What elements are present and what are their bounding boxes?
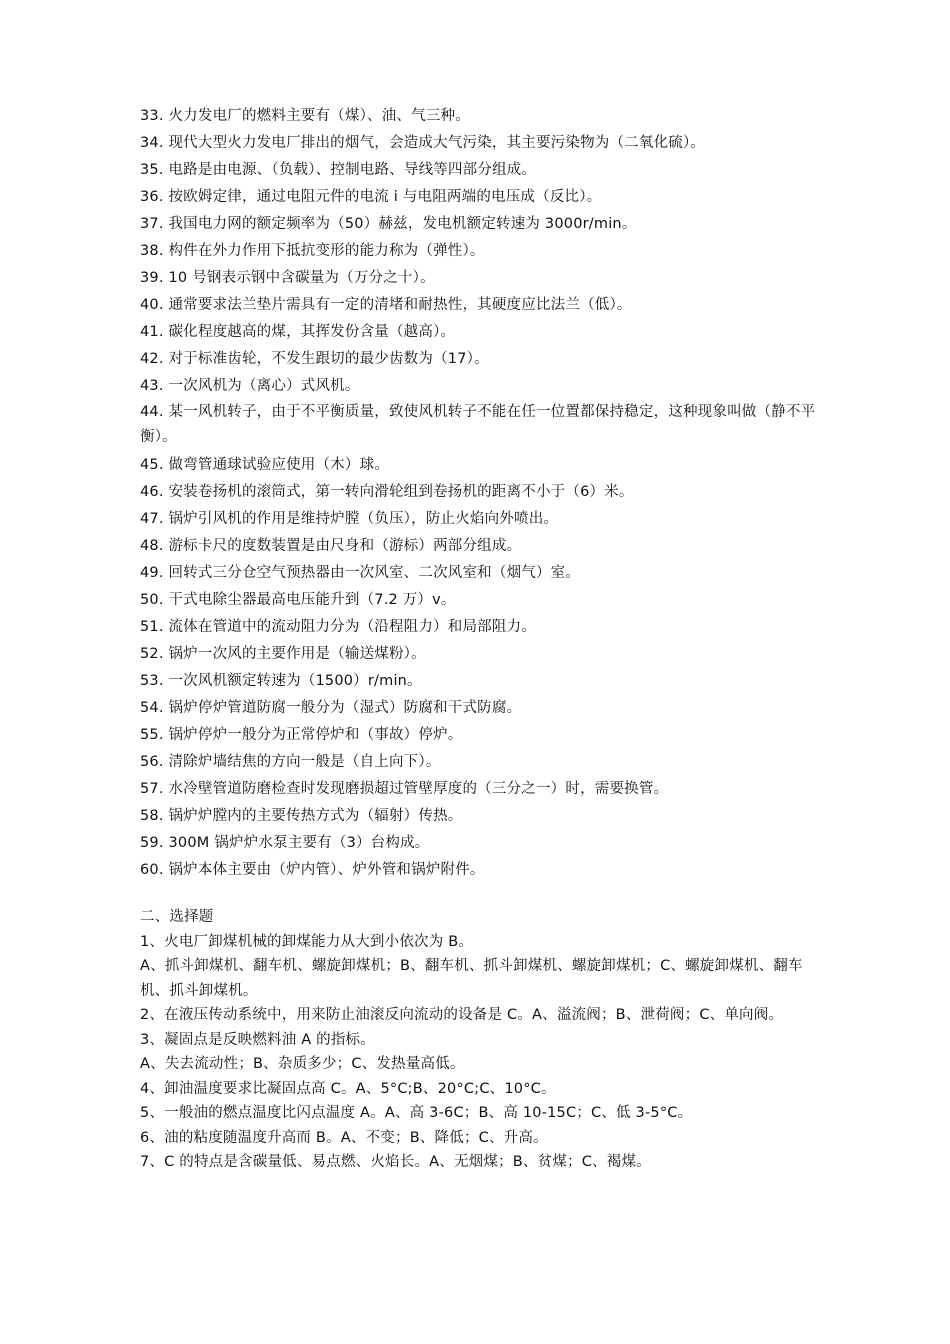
choice-line: 4、卸油温度要求比凝固点高 C。A、5°C;B、20°C;C、10°C。 [140,1080,556,1097]
fill-item: 58. 锅炉炉膛内的主要传热方式为（辐射）传热。 [140,808,463,824]
fill-item: 46. 安装卷扬机的滚筒式，第一转向滑轮组到卷扬机的距离不小于（6）米。 [140,484,634,500]
document-body [140,103,830,1175]
fill-item: 44. 某一风机转子，由于不平衡质量，致使风机转子不能在任一位置都保持稳定，这种现象叫做（静不平衡）。 [140,404,816,445]
fill-item: 60. 锅炉本体主要由（炉内管）、炉外管和锅炉附件。 [140,862,485,878]
fill-item: 57. 水冷壁管道防磨检查时发现磨损超过管壁厚度的（三分之一）时，需要换管。 [140,781,669,797]
fill-item: 50. 干式电除尘器最高电压能升到（7.2 万）v。 [140,592,456,608]
fill-item: 37. 我国电力网的额定频率为（50）赫兹，发电机额定转速为 3000r/min。 [140,216,637,232]
choice-line: 3、凝固点是反映燃料油 A 的指标。 [140,1031,375,1048]
fill-item: 48. 游标卡尺的度数装置是由尺身和（游标）两部分组成。 [140,538,522,554]
fill-item: 51. 流体在管道中的流动阻力分为（沿程阻力）和局部阻力。 [140,619,536,635]
choice-line: 6、油的粘度随温度升高而 B。A、不变；B、降低；C、升高。 [140,1129,548,1146]
fill-item: 38. 构件在外力作用下抵抗变形的能力称为（弹性）。 [140,243,485,259]
fill-item: 59. 300M 锅炉炉水泵主要有（3）台构成。 [140,835,430,851]
fill-item: 42. 对于标准齿轮，不发生跟切的最少齿数为（17）。 [140,351,489,367]
fill-item: 49. 回转式三分仓空气预热器由一次风室、二次风室和（烟气）室。 [140,565,581,581]
fill-item: 34. 现代大型火力发电厂排出的烟气，会造成大气污染，其主要污染物为（二氧化硫）。 [140,135,706,151]
fill-item: 36. 按欧姆定律，通过电阻元件的电流 i 与电阻两端的电压成（反比）。 [140,189,602,205]
fill-item: 35. 电路是由电源、（负载）、控制电路、导线等四部分组成。 [140,162,537,178]
fill-item: 47. 锅炉引风机的作用是维持炉膛（负压），防止火焰向外喷出。 [140,511,559,527]
section-title: 二、选择题 [140,909,214,925]
choice-line: A、抓斗卸煤机、翻车机、螺旋卸煤机；B、翻车机、抓斗卸煤机、螺旋卸煤机；C、螺旋卸煤机、翻车机、抓斗卸煤机。 [140,958,803,999]
fill-item: 45. 做弯管通球试验应使用（木）球。 [140,457,389,473]
fill-item: 43. 一次风机为（离心）式风机。 [140,378,360,394]
choice-line: 2、在液压传动系统中，用来防止油滚反向流动的设备是 C。A、溢流阀；B、泄荷阀；C、单向阀。 [140,1007,784,1023]
fill-item: 41. 碳化程度越高的煤，其挥发份含量（越高）。 [140,324,456,340]
choice-line: 5、一般油的燃点温度比闪点温度 A。A、高 3-6C；B、高 10-15C；C、低 3-5°C。 [140,1105,693,1121]
choice-line: A、失去流动性；B、杂质多少；C、发热量高低。 [140,1056,465,1072]
fill-item: 52. 锅炉一次风的主要作用是（输送煤粉）。 [140,646,426,662]
fill-item: 40. 通常要求法兰垫片需具有一定的清堵和耐热性，其硬度应比法兰（低）。 [140,297,632,313]
fill-item: 39. 10 号钢表示钢中含碳量为（万分之十）。 [140,270,435,286]
choice-line: 7、C 的特点是含碳量低、易点燃、火焰长。A、无烟煤；B、贫煤；C、褐煤。 [140,1154,651,1170]
choice-line: 1、火电厂卸煤机械的卸煤能力从大到小依次为 B。 [140,933,474,950]
fill-item: 54. 锅炉停炉管道防腐一般分为（湿式）防腐和干式防腐。 [140,700,522,716]
fill-item: 33. 火力发电厂的燃料主要有（煤）、油、气三种。 [140,108,470,124]
fill-item: 56. 清除炉墙结焦的方向一般是（自上向下）。 [140,754,441,770]
section-spacer [140,884,830,905]
fill-item: 53. 一次风机额定转速为（1500）r/min。 [140,673,422,689]
fill-item: 55. 锅炉停炉一般分为正常停炉和（事故）停炉。 [140,727,463,743]
